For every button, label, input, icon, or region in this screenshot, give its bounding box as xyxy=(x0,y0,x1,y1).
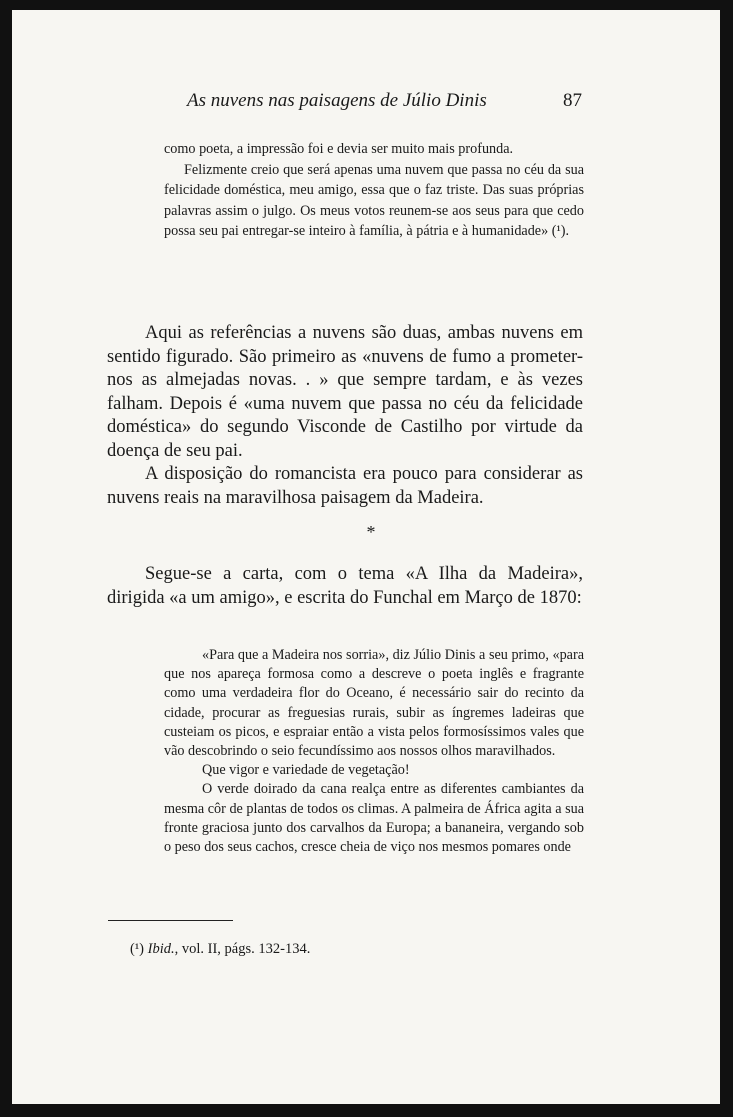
running-title: As nuvens nas paisagens de Júlio Dinis xyxy=(187,90,487,111)
quote-paragraph: Que vigor e variedade de vegetação! xyxy=(202,762,410,779)
section-separator xyxy=(12,522,720,543)
page-header xyxy=(187,90,582,112)
body-text-continued xyxy=(107,563,583,610)
quote-paragraph: O verde doirado da cana realça entre as diferentes cambiantes da mesma côr de plantas de todos os climas. A palmeira de África agita a sua fronte graciosa junto dos carvalhos da Europa; a bananeira, vergando sob o peso dos seus cachos, cresce cheia de viço nos mesmos pomares onde xyxy=(164,781,584,856)
quote-paragraph: «Para que a Madeira nos sorria», diz Júlio Dinis a seu primo, «para que nos apareça formosa como a descreve o poeta inglês e fragrante como uma verdadeira flor do Oceano, é necessário sair do recinto da cidade, procurar as freguesias rurais, subir as íngremes ladeiras que custeiam os picos, e espraiar então a vista pelos formosíssimos vales que vão descobrindo o seio fecundíssimo aos nossos olhos maravilhados. xyxy=(164,647,584,760)
footnote xyxy=(130,941,310,958)
body-text xyxy=(107,322,583,510)
footnote-marker: (¹) xyxy=(130,941,145,957)
quoted-letter-excerpt xyxy=(164,139,584,242)
body-paragraph: Aqui as referências a nuvens são duas, ambas nuvens em sentido figurado. São primeiro as «nuvens de fumo a prometer-nos as almejadas novas. . » que sempre tardam, e às vezes falham. Depois é «uma nuvem que passa no céu da felicidade doméstica» do segundo Visconde de Castilho por virtude da doença de seu pai. xyxy=(107,323,583,461)
footnote-text: , vol. II, págs. 132-134. xyxy=(174,941,311,957)
book-page xyxy=(12,10,720,1104)
footnote-reference: Ibid. xyxy=(147,941,175,957)
quoted-letter-madeira xyxy=(164,646,584,857)
quote-paragraph: como poeta, a impressão foi e devia ser muito mais profunda. xyxy=(164,141,514,157)
page-number: 87 xyxy=(563,90,582,111)
body-paragraph: Segue-se a carta, com o tema «A Ilha da Madeira», dirigida «a um amigo», e escrita do Funchal em Março de 1870: xyxy=(107,564,583,608)
quote-paragraph: Felizmente creio que será apenas uma nuvem que passa no céu da sua felicidade doméstica, meu amigo, essa que o faz triste. Das suas próprias palavras assim o julgo. Os meus votos reunem-se aos seus para que cedo possa seu pai entregar-se inteiro à família, à pátria e à humanidade» (¹). xyxy=(164,161,584,239)
asterisk-separator: * xyxy=(366,522,376,542)
footnote-divider xyxy=(108,920,233,921)
body-paragraph: A disposição do romancista era pouco para considerar as nuvens reais na maravilhosa paisagem da Madeira. xyxy=(107,464,583,508)
